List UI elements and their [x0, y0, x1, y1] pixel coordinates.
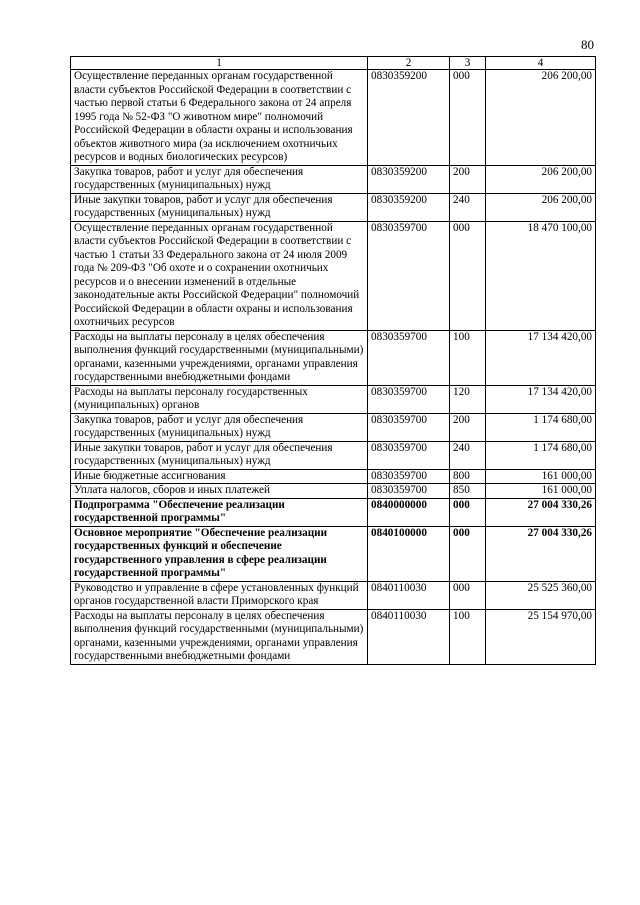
row-code: 0830359700 — [368, 413, 450, 441]
row-kind: 000 — [450, 221, 486, 330]
table-row — [71, 484, 596, 499]
row-amount: 206 200,00 — [486, 193, 596, 221]
row-name: Подпрограмма "Обеспечение реализации государственной программы" — [71, 498, 368, 526]
row-amount: 161 000,00 — [486, 469, 596, 484]
row-code: 0830359700 — [368, 385, 450, 413]
row-code: 0830359700 — [368, 330, 450, 385]
row-amount: 161 000,00 — [486, 484, 596, 499]
row-name: Основное мероприятие "Обеспечение реализации государственных функций и обеспечение государственного управления в сфере реализации государственной программы" — [71, 526, 368, 581]
row-amount: 25 525 360,00 — [486, 581, 596, 609]
row-name: Расходы на выплаты персоналу в целях обеспечения выполнения функций государственными (муниципальными) органами, казенными учреждениями, органами управления государственными внебюджетными фондами — [71, 330, 368, 385]
row-kind: 200 — [450, 165, 486, 193]
row-kind: 000 — [450, 70, 486, 166]
row-code: 0840100000 — [368, 526, 450, 581]
row-name: Расходы на выплаты персоналу в целях обеспечения выполнения функций государственными (муниципальными) органами, казенными учреждениями, органами управления государственными внебюджетными фондами — [71, 609, 368, 664]
row-kind: 000 — [450, 498, 486, 526]
row-code: 0830359700 — [368, 441, 450, 469]
table-row — [71, 413, 596, 441]
table-row — [71, 70, 596, 166]
row-name: Иные закупки товаров, работ и услуг для обеспечения государственных (муниципальных) нужд — [71, 193, 368, 221]
row-code: 0830359200 — [368, 165, 450, 193]
row-amount: 27 004 330,26 — [486, 526, 596, 581]
row-code: 0830359700 — [368, 221, 450, 330]
header-row — [71, 57, 596, 70]
table-row — [71, 385, 596, 413]
row-amount: 17 134 420,00 — [486, 385, 596, 413]
table-row — [71, 193, 596, 221]
row-code: 0830359700 — [368, 484, 450, 499]
table-row — [71, 526, 596, 581]
header-cell-4: 4 — [486, 57, 596, 70]
row-amount: 27 004 330,26 — [486, 498, 596, 526]
table-row — [71, 609, 596, 664]
row-amount: 206 200,00 — [486, 70, 596, 166]
row-amount: 17 134 420,00 — [486, 330, 596, 385]
row-name: Руководство и управление в сфере установленных функций органов государственной власти Приморского края — [71, 581, 368, 609]
row-amount: 1 174 680,00 — [486, 413, 596, 441]
page-number: 80 — [581, 37, 594, 52]
header-cell-1: 1 — [71, 57, 368, 70]
row-name: Осуществление переданных органам государственной власти субъектов Российской Федерации в соответствии с частью 1 статьи 33 Федерального закона от 24 июля 2009 года № 209-ФЗ "Об охоте и о сохранении охотничьих ресурсов и о внесении изменений в отдельные законодательные акты Российской Федерации" полномочий Российской Федерации в области охраны и использования охотничьих ресурсов — [71, 221, 368, 330]
table-row — [71, 469, 596, 484]
row-code: 0830359200 — [368, 193, 450, 221]
row-kind: 100 — [450, 330, 486, 385]
row-name: Закупка товаров, работ и услуг для обеспечения государственных (муниципальных) нужд — [71, 413, 368, 441]
row-kind: 240 — [450, 441, 486, 469]
table-row — [71, 221, 596, 330]
row-kind: 000 — [450, 581, 486, 609]
table-row — [71, 581, 596, 609]
row-kind: 000 — [450, 526, 486, 581]
row-kind: 800 — [450, 469, 486, 484]
header-cell-3: 3 — [450, 57, 486, 70]
table-row — [71, 498, 596, 526]
budget-table — [70, 56, 596, 665]
row-amount: 18 470 100,00 — [486, 221, 596, 330]
row-name: Уплата налогов, сборов и иных платежей — [71, 484, 368, 499]
row-code: 0840110030 — [368, 609, 450, 664]
row-code: 0830359700 — [368, 469, 450, 484]
table-row — [71, 165, 596, 193]
row-code: 0840110030 — [368, 581, 450, 609]
row-name: Осуществление переданных органам государственной власти субъектов Российской Федерации в соответствии с частью первой статьи 6 Федерального закона от 24 апреля 1995 года № 52-ФЗ "О животном мире" полномочий Российской Федерации в области охраны и использования объектов животного мира (за исключением охотничьих ресурсов и водных биологических ресурсов) — [71, 70, 368, 166]
row-amount: 25 154 970,00 — [486, 609, 596, 664]
table-row — [71, 441, 596, 469]
header-cell-2: 2 — [368, 57, 450, 70]
row-kind: 240 — [450, 193, 486, 221]
row-name: Иные бюджетные ассигнования — [71, 469, 368, 484]
row-kind: 120 — [450, 385, 486, 413]
row-name: Закупка товаров, работ и услуг для обеспечения государственных (муниципальных) нужд — [71, 165, 368, 193]
row-kind: 200 — [450, 413, 486, 441]
row-name: Иные закупки товаров, работ и услуг для обеспечения государственных (муниципальных) нужд — [71, 441, 368, 469]
row-name: Расходы на выплаты персоналу государственных (муниципальных) органов — [71, 385, 368, 413]
row-amount: 206 200,00 — [486, 165, 596, 193]
row-amount: 1 174 680,00 — [486, 441, 596, 469]
row-kind: 850 — [450, 484, 486, 499]
table-row — [71, 330, 596, 385]
row-kind: 100 — [450, 609, 486, 664]
row-code: 0830359200 — [368, 70, 450, 166]
row-code: 0840000000 — [368, 498, 450, 526]
